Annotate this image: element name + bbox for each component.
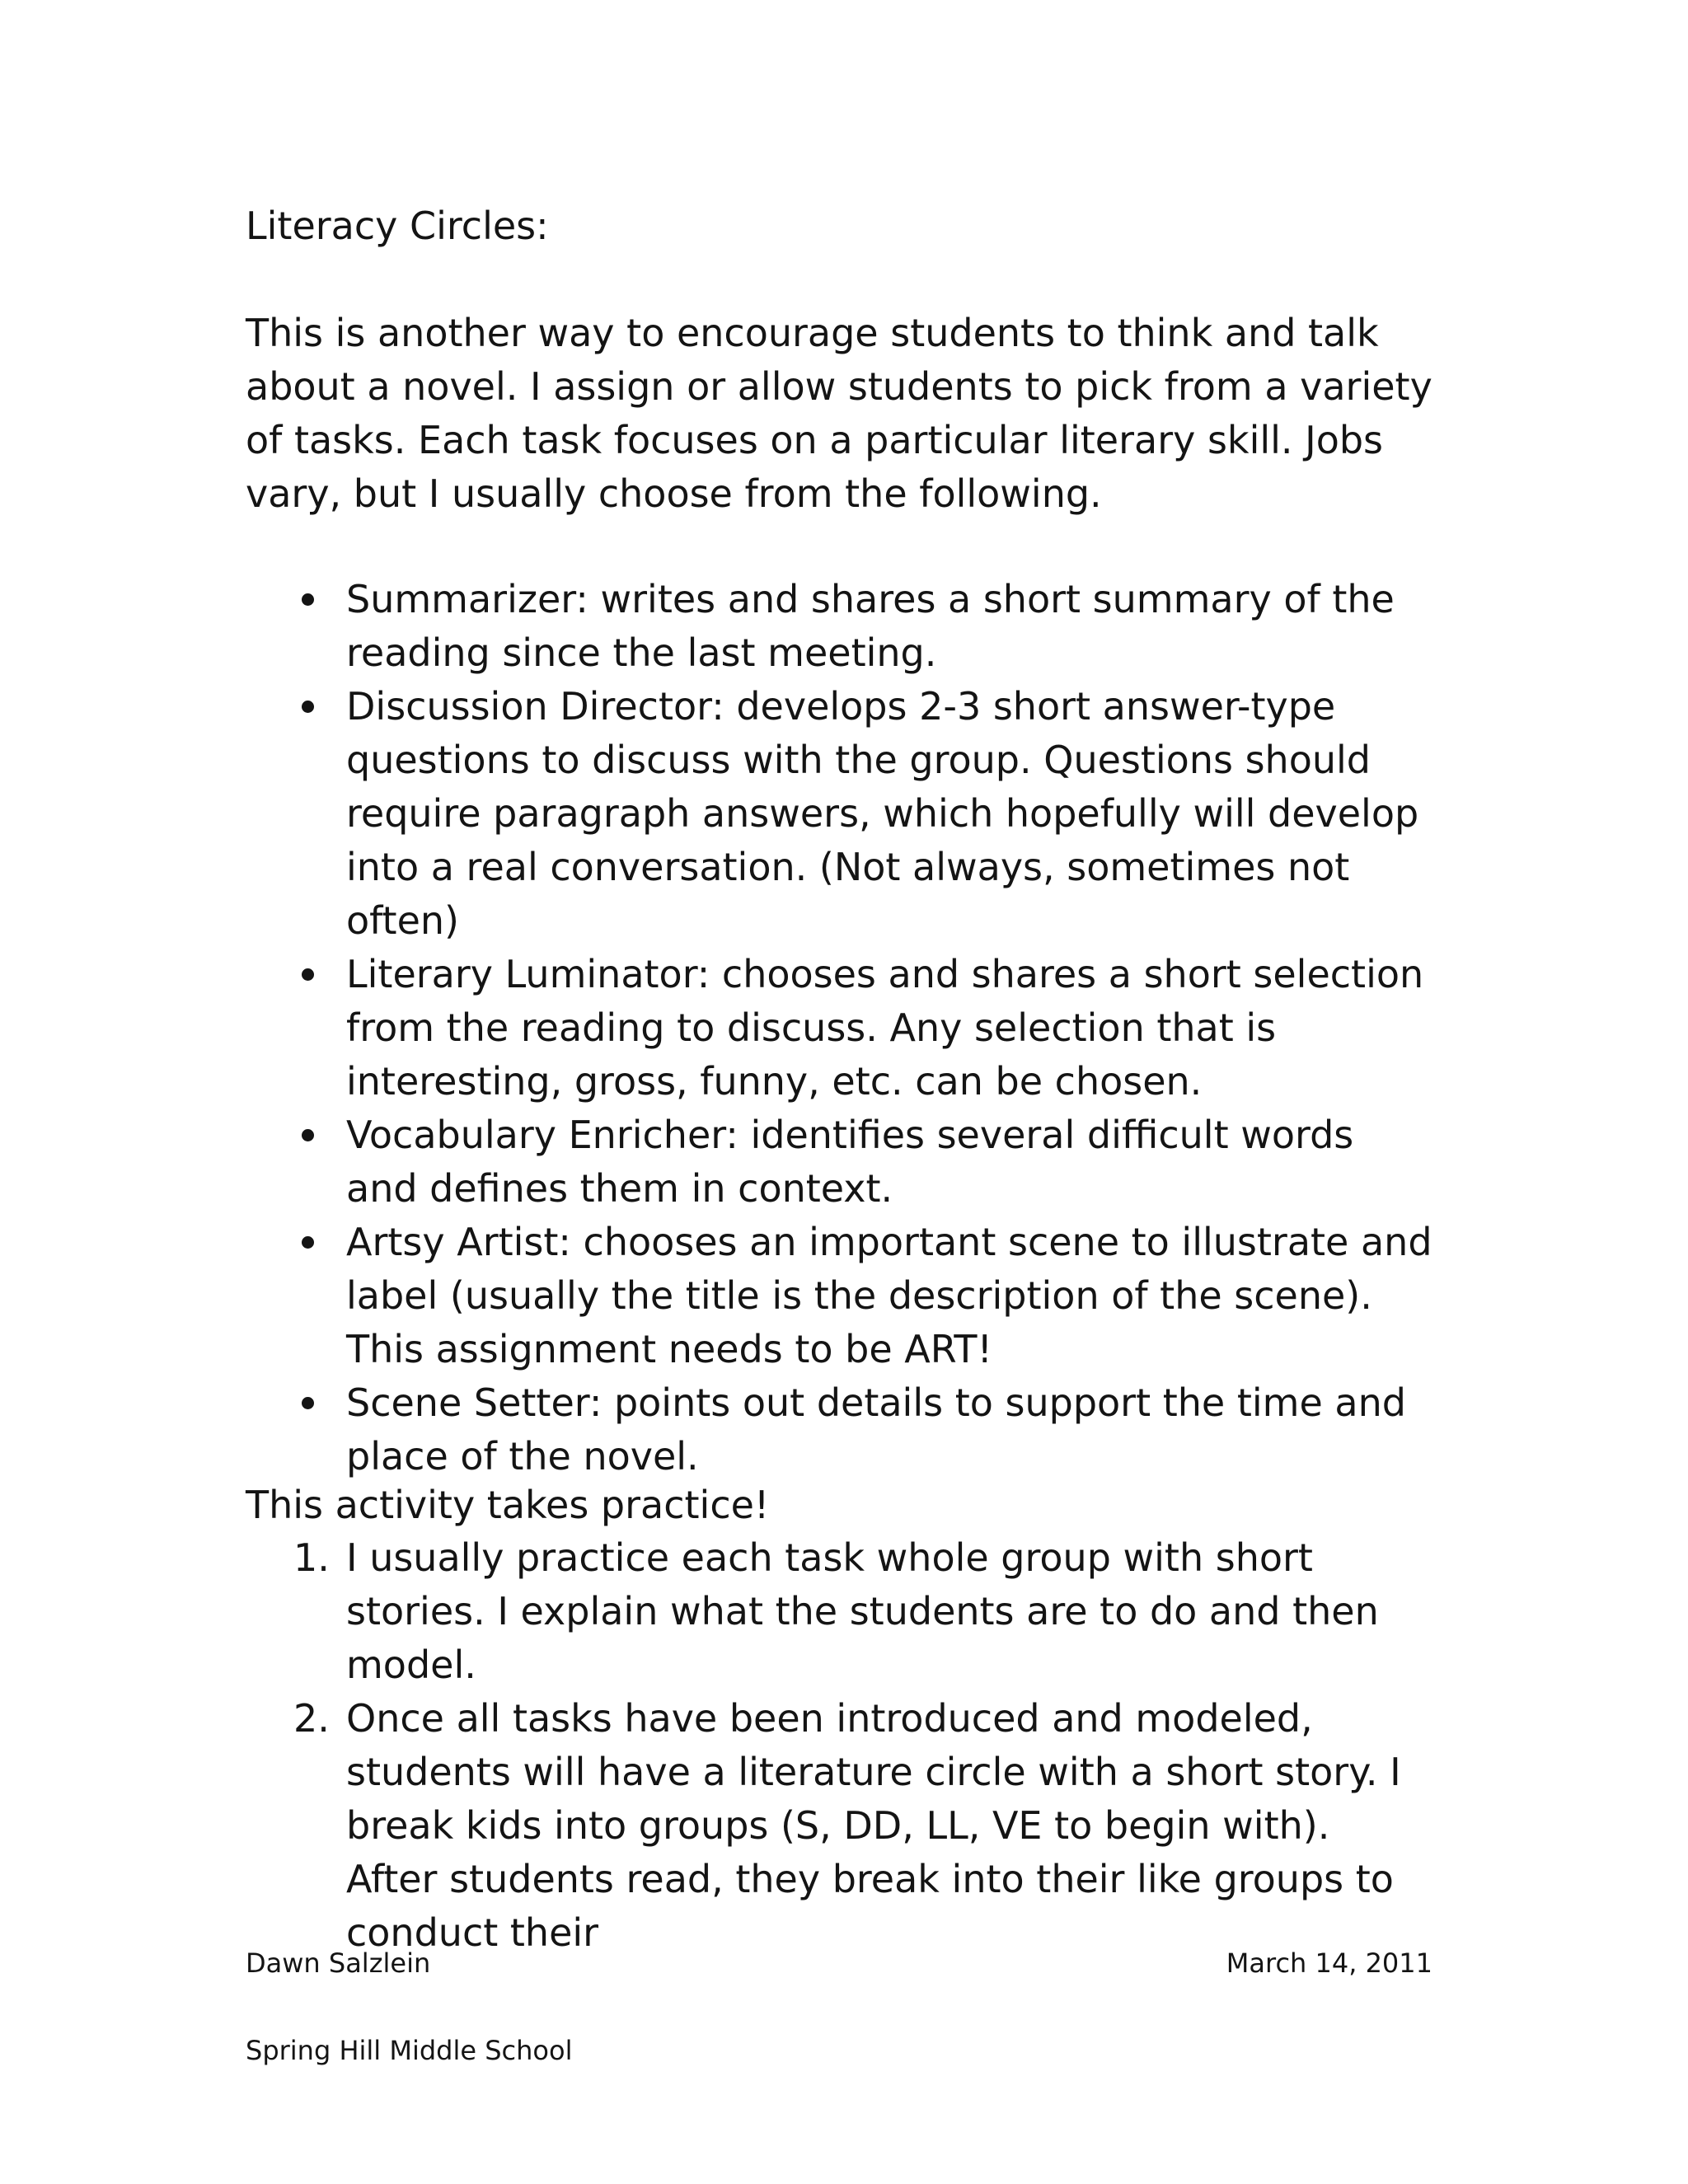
footer-date: March 14, 2011 <box>1226 1947 1432 1979</box>
practice-heading: This activity takes practice! <box>246 1483 770 1527</box>
bullet-icon <box>302 1236 314 1249</box>
list-item <box>246 680 1432 948</box>
step-text: I usually practice each task whole group with short stories. I explain what the students are to do and then model. <box>346 1535 1379 1687</box>
role-artsy-artist: Artsy Artist: chooses an important scene to illustrate and label (usually the title is the description of the scene). This assignment needs to be ART! <box>346 1220 1432 1371</box>
footer-school: Spring Hill Middle School <box>246 2035 573 2066</box>
list-item <box>246 1108 1432 1216</box>
bullet-icon <box>302 1397 314 1409</box>
list-item <box>246 1531 1432 1692</box>
intro-paragraph: This is another way to encourage students to think and talk about a novel. I assign or allow students to pick from a variety of tasks. Each task focuses on a particular literary skill. Jobs vary, but I usually choose from the following. <box>246 311 1432 516</box>
role-scene-setter: Scene Setter: points out details to support the time and place of the novel. <box>346 1380 1406 1479</box>
list-item <box>246 1216 1432 1376</box>
step-number: 1. <box>293 1535 330 1580</box>
footer-author: Dawn Salzlein <box>246 1947 431 1979</box>
bullet-icon <box>302 701 314 713</box>
role-vocabulary-enricher: Vocabulary Enricher: identifies several difficult words and defines them in context. <box>346 1113 1354 1211</box>
list-item <box>246 1692 1432 1960</box>
roles-list <box>246 573 1432 1483</box>
role-summarizer: Summarizer: writes and shares a short summary of the reading since the last meeting. <box>346 577 1395 675</box>
bullet-icon <box>302 968 314 981</box>
list-item <box>246 573 1432 680</box>
page-title: Literacy Circles: <box>246 204 549 248</box>
list-item <box>246 948 1432 1108</box>
bullet-icon <box>302 593 314 606</box>
step-number: 2. <box>293 1696 330 1741</box>
role-discussion-director: Discussion Director: develops 2-3 short answer-type questions to discuss with the group. Questions should require paragraph answers, which hopefully will develop into a real conversation. (Not always, sometimes not often) <box>346 684 1419 943</box>
list-item <box>246 1376 1432 1483</box>
bullet-icon <box>302 1129 314 1141</box>
role-literary-luminator: Literary Luminator: chooses and shares a short selection from the reading to discuss. Any selection that is interesting, gross, funny, etc. can be chosen. <box>346 952 1424 1104</box>
step-text: Once all tasks have been introduced and modeled, students will have a literature circle with a short story. I break kids into groups (S, DD, LL, VE to begin with). After students read, they break into their like groups to conduct their <box>346 1696 1401 1955</box>
steps-list <box>246 1531 1432 1960</box>
